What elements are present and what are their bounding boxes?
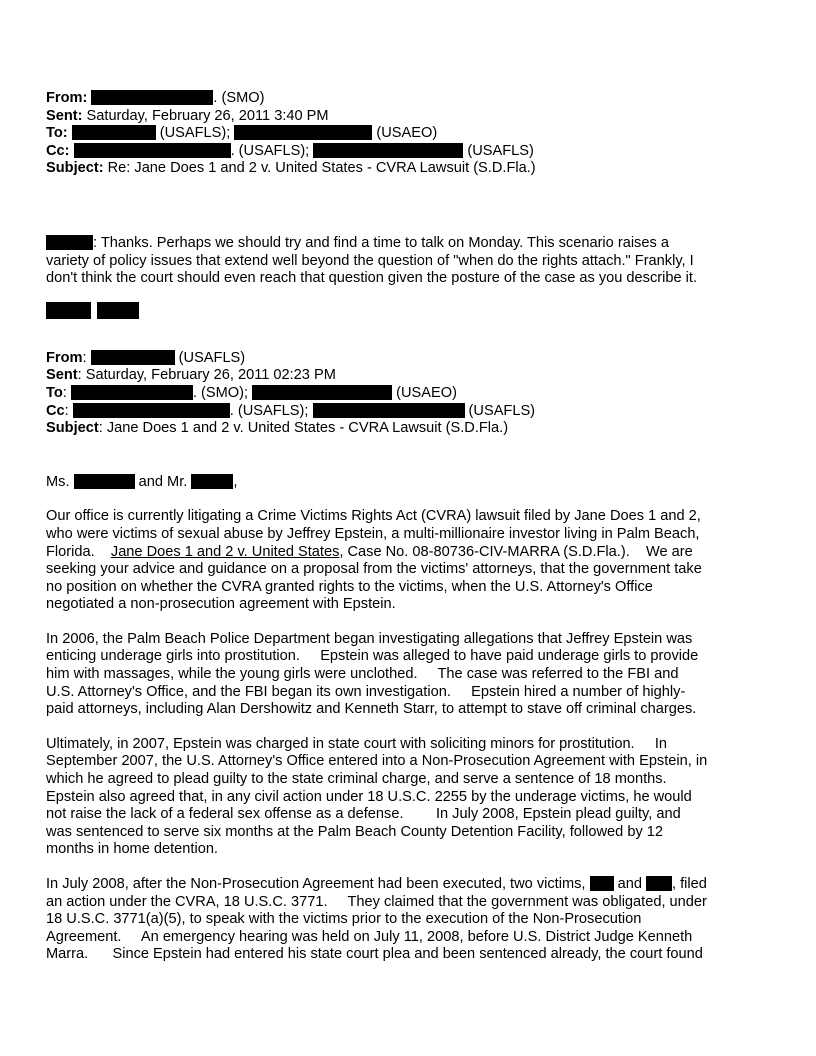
paragraph-text: and xyxy=(613,876,646,892)
paragraph-2 xyxy=(46,631,776,719)
paragraph-line: which he agreed to plead guilty to the state criminal charge, and serve a sentence of 18 months. xyxy=(46,771,667,788)
email2-colon: : xyxy=(62,384,67,401)
paragraph-line: months in home detention. xyxy=(46,841,218,858)
paragraph-text: , filed xyxy=(672,876,707,892)
paragraph-line: who were victims of sexual abuse by Jeffrey Epstein, a multi-millionaire investor living in Palm Beach, xyxy=(46,525,700,542)
greeting-suffix: , xyxy=(233,473,238,490)
email2-colon: : xyxy=(64,402,69,419)
email2-to-line xyxy=(46,385,776,403)
email2-from-label: From xyxy=(46,349,83,366)
paragraph-line: an action under the CVRA, 18 U.S.C. 3771. They claimed that the government was obligated, under xyxy=(46,893,707,910)
email2-sent-label: Sent xyxy=(46,367,78,384)
paragraph-4 xyxy=(46,876,776,964)
paragraph-line: was sentenced to serve six months at the Palm Beach County Detention Facility, followed by 12 xyxy=(46,823,664,840)
paragraph-line: Epstein also agreed that, in any civil action under 18 U.S.C. 2255 by the underage victims, he would xyxy=(46,788,692,805)
email1-from-line xyxy=(46,90,776,108)
greeting-prefix: Ms. xyxy=(46,473,74,490)
email2-subject-label: Subject xyxy=(46,420,99,437)
email1-to-line xyxy=(46,125,776,143)
case-citation: Jane Does 1 and 2 v. United States xyxy=(110,543,340,560)
email2-subject-line xyxy=(46,420,776,438)
paragraph-line: Ultimately, in 2007, Epstein was charged in state court with soliciting minors for prostitution. In xyxy=(46,735,668,752)
email2-to-label: To xyxy=(46,384,63,401)
paragraph-text: In July 2008, after the Non-Prosecution Agreement had been executed, two victims, xyxy=(46,876,590,892)
redaction-block xyxy=(234,125,372,140)
paragraph-line: him with massages, while the young girls were unclothed. The case was referred to the FBI and xyxy=(46,666,679,683)
email1-subject-line xyxy=(46,160,776,178)
redaction-block xyxy=(72,125,156,140)
redaction-block xyxy=(313,403,465,418)
paragraph-line: not raise the lack of a federal sex offense as a defense. In July 2008, Epstein plead guilty, and xyxy=(46,806,681,823)
email2-subject-value: : Jane Does 1 and 2 v. United States - CVRA Lawsuit (S.D.Fla.) xyxy=(98,420,509,437)
paragraph-line: U.S. Attorney's Office, and the FBI began its own investigation. Epstein hired a number of highly- xyxy=(46,683,686,700)
email1-subject-label: Subject: xyxy=(46,160,104,177)
email2-cc-suffix: (USAFLS) xyxy=(464,402,536,419)
email2-colon: : xyxy=(82,349,87,366)
paragraph-line: paid attorneys, including Alan Dershowitz and Kenneth Starr, to attempt to stave off criminal charges. xyxy=(46,701,697,718)
paragraph-line: seeking your advice and guidance on a proposal from the victims' attorneys, that the government take xyxy=(46,561,702,578)
email1-to-mid: (USAFLS); xyxy=(155,125,235,142)
redaction-block xyxy=(73,403,230,418)
paragraph-line: 18 U.S.C. 3771(a)(5), to speak with the victims prior to the execution of the Non-Prosecution xyxy=(46,911,642,928)
redaction-block xyxy=(252,385,392,400)
email1-to-label: To: xyxy=(46,125,68,142)
email1-sent-label: Sent: xyxy=(46,107,83,124)
paragraph-line: Our office is currently litigating a Crime Victims Rights Act (CVRA) lawsuit filed by Jane Does 1 and 2, xyxy=(46,508,701,525)
email2-sent-value: : Saturday, February 26, 2011 02:23 PM xyxy=(77,367,336,384)
paragraph-line: negotiated a non-prosecution agreement with Epstein. xyxy=(46,596,396,613)
redaction-block xyxy=(91,90,213,105)
redaction-block xyxy=(97,302,139,319)
email1-body-line: don't think the court should even reach that question given the posture of the case as you describe it. xyxy=(46,270,697,287)
paragraph-line: no position on whether the CVRA granted rights to the victims, when the U.S. Attorney's Office xyxy=(46,578,653,595)
email1-cc-mid: . (USAFLS); xyxy=(230,142,314,159)
paragraph-line xyxy=(46,876,776,894)
document-page xyxy=(46,90,776,964)
email1-from-suffix: . (SMO) xyxy=(213,90,265,106)
email2-cc-mid: . (USAFLS); xyxy=(229,402,313,419)
paragraph-text: , Case No. 08-80736-CIV-MARRA (S.D.Fla.). We are xyxy=(339,543,693,560)
email2-header xyxy=(46,350,776,438)
redaction-block xyxy=(191,474,233,489)
email1-sent-line xyxy=(46,108,776,126)
email1-header xyxy=(46,90,776,178)
email1-body xyxy=(46,235,776,288)
email1-subject-value: Re: Jane Does 1 and 2 v. United States - CVRA Lawsuit (S.D.Fla.) xyxy=(103,160,536,177)
email2-cc-label: Cc xyxy=(46,402,65,419)
paragraph-3 xyxy=(46,736,776,859)
paragraph-line: Marra. Since Epstein had entered his state court plea and been sentenced already, the court found xyxy=(46,946,703,963)
redaction-block xyxy=(91,350,175,365)
redaction-block xyxy=(46,302,91,319)
redaction-block xyxy=(74,474,135,489)
greeting xyxy=(46,474,776,492)
email1-cc-line xyxy=(46,143,776,161)
email1-body-line: variety of policy issues that extend well beyond the question of "when do the rights attach." Frankly, I xyxy=(46,252,694,269)
redaction-block xyxy=(646,876,672,891)
redaction-block xyxy=(46,235,93,250)
email1-sent-value: Saturday, February 26, 2011 3:40 PM xyxy=(82,107,329,124)
paragraph-line xyxy=(46,544,776,562)
email1-from-label: From: xyxy=(46,90,88,106)
email1-to-suffix: (USAEO) xyxy=(372,125,438,142)
paragraph-1 xyxy=(46,508,776,614)
redaction-block xyxy=(74,143,231,158)
email1-cc-suffix: (USAFLS) xyxy=(463,142,534,159)
email2-from-line xyxy=(46,350,776,368)
paragraph-text: Florida. xyxy=(46,543,111,560)
signature-redaction xyxy=(46,302,776,320)
redaction-block xyxy=(71,385,193,400)
redaction-block xyxy=(590,876,614,891)
email1-body-line xyxy=(46,235,776,253)
paragraph-line: enticing underage girls into prostitution. Epstein was alleged to have paid underage girls to provide xyxy=(46,648,699,665)
redaction-block xyxy=(313,143,463,158)
email2-sent-line xyxy=(46,367,776,385)
email2-to-mid: . (SMO); xyxy=(192,384,253,401)
email2-from-suffix: (USAFLS) xyxy=(174,349,246,366)
email2-to-suffix: (USAEO) xyxy=(392,384,457,401)
paragraph-line: In 2006, the Palm Beach Police Department began investigating allegations that Jeffrey Epstein was xyxy=(46,630,693,647)
body-text: : Thanks. Perhaps we should try and find a time to talk on Monday. This scenario raises a xyxy=(93,234,669,251)
paragraph-line: September 2007, the U.S. Attorney's Office entered into a Non-Prosecution Agreement with Epstein, in xyxy=(46,753,708,770)
email1-cc-label: Cc: xyxy=(46,142,70,159)
paragraph-line: Agreement. An emergency hearing was held on July 11, 2008, before U.S. District Judge Kenneth xyxy=(46,928,693,945)
email2-cc-line xyxy=(46,403,776,421)
greeting-mid: and Mr. xyxy=(134,473,192,490)
